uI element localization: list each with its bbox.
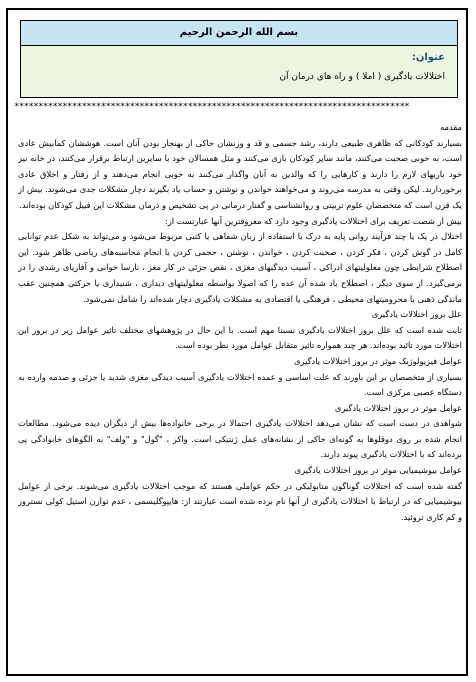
- section-heading: علل بروز اختلالات یادگیری: [371, 309, 462, 320]
- document-title: اختلالات يادگيری ( املا ) و راه های درمان آن: [279, 72, 445, 82]
- paragraph: گفته شده است که اختلالات گوناگون متابولیکی در حکم عواملی هستند که موجب اختلالات یادگیری می‌شوند. برخی از عوامل بیوشیمیایی که در ارتباط با اختلالات یادگیری از آنها نام برده شده است عبارتند از: هایپوگلیسمی ، عدم توازن استیل کولی نستروز و کم کاری تروئید.: [18, 480, 462, 522]
- bismillah-banner: بسم الله الرحمن الرحيم: [21, 21, 457, 46]
- paragraph: بسیاری از متخصصان بر این باورند که علت اساسی و عمده اختلالات یادگیری آسیب دیدگی مغزی شدید یا جزئی و صدمه وارده به دستگاه عصبی مرکزی است.: [18, 371, 462, 398]
- paragraph: ثابت شده است که علل بروز اختلالات یادگیری نسبتا مهم است. با این حال در پژوهشهای مختلف تاثیر عوامل زیر در بروز این اختلالات مورد تائید بوده‌اند. هر چند همواره تاثیر متقابل عوامل مورد نظر بوده است.: [18, 324, 462, 351]
- title-box: [21, 46, 457, 97]
- document-header: [20, 20, 458, 98]
- paragraph: اختلال در یک یا چند فرآیند روانی پایه به درک یا استفاده از زبان شفاهی یا کتبی مربوط می‌شود و می‌تواند به شکل عدم توانایی کامل در گوش کردن ، فکر کردن ، صحبت کردن ، خواندن ، نوشتن ، حجمی کردن یا انجام محاسبه‌های ریاضی ظاهر شود. این اصطلاح شرایطی چون معلولیتهای ادراکی ، آسیب دیدگیهای مغزی ، نقص جزئی در کار مغز ، نارسا خوانی و آفازیای رشدی را در برمی‌گیرد. از سوی دیگر ، اصطلاح یاد شده آن عده را که اصولا بواسطه معلولیتهای دیداری ، شنیداری یا حرکتی همچنین عقب ماندگی ذهنی یا محرومیتهای محیطی ، فرهنگی یا اقتصادی به مشکلات یادگیری دچار شده‌اند را شامل نمی‌شود.: [18, 231, 462, 304]
- section-heading: مقدمه: [440, 122, 462, 132]
- paragraph: شواهدی در دست است که نشان می‌دهد اختلالات یادگیری احتمالا در برخی خانواده‌ها بیش از دیگران دیده می‌شود. مطالعات انجام شده بر روی دوقلوها به گونه‌ای حاکی از نشانه‌های عمل ژنتیکی است. واکر ، "گول" و "ولف" به الگوهای خانوادگی پی برده‌اند که با اختلالات یادگیری پیوند دارند.: [18, 418, 462, 460]
- star-separator: **********************************************************************************: [14, 102, 410, 112]
- title-label: عنوان:: [411, 52, 445, 63]
- document-page: [6, 8, 468, 676]
- section-heading: عوامل بیوشیمیایی موثر در بروز اختلالات یادگیری: [294, 465, 462, 476]
- paragraph: بیش از شصت تعریف برای اختلالات یادگیری وجود دارد که معروفترین آنها عبارتست از:: [164, 215, 462, 226]
- paragraph: بسیارند کودکانی که ظاهری طبیعی دارند، رشد جسمی و قد و وزنشان حاکی از بهنجار بودن آنان است. هوششان کمابیش عادی است، به خوبی صحبت می‌کنند، مانند سایر کودکان بازی می‌کنند و مثل همسالان خود با سایرین ارتباط برقرار می‌کنند، در خانه نیز خود باریهای لازم را دارند و کارهایی را که والدین به آنان واگذار می‌کنند به خوبی انجام می‌دهند و از رفتار و اخلاق عادی برخوردارند. لیکن وقتی به مدرسه می‌روند و می‌خواهند خواندن و نوشتن و حساب یاد بگیرند دچار مشکلات جدی می‌شوند. بیش از یک قرن است که متخصصان علوم تربیتی و روانشناسی و گفتار درمانی در پی تشخیص و درمان مشکلات این قبیل کودکان بوده‌اند.: [18, 137, 462, 210]
- document-body: [18, 120, 462, 670]
- section-heading: عوامل فیزیولوژیک موثر در بروز اختلالات یادگیری: [294, 355, 462, 366]
- section-heading: عوامل موثر در بروز اختلالات یادگیری: [334, 402, 462, 413]
